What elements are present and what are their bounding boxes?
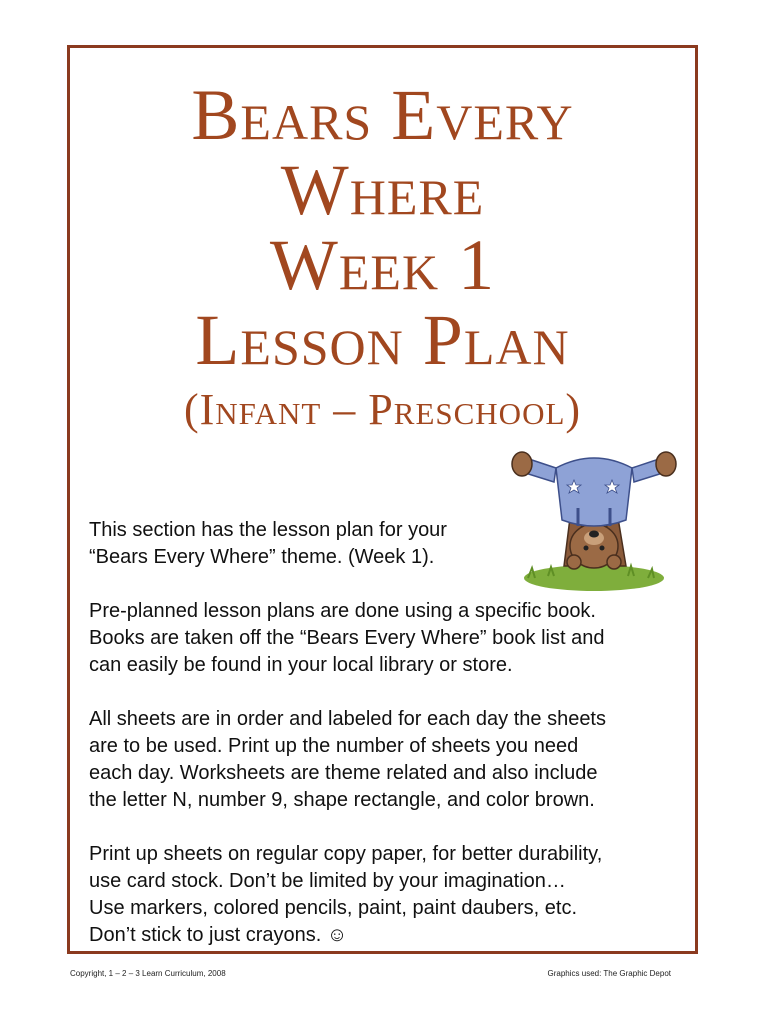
- text-line: Books are taken off the “Bears Every Where” book list and: [89, 627, 605, 649]
- text-line: Pre-planned lesson plans are done using a specific book.: [89, 600, 596, 622]
- bear-handstand-icon: [508, 438, 680, 596]
- text-line: Use markers, colored pencils, paint, paint daubers, etc.: [89, 897, 578, 919]
- intro-paragraph: [89, 517, 447, 571]
- page-title: [70, 75, 695, 440]
- page-subtitle: (Infant – Preschool): [183, 385, 582, 434]
- graphics-credit: Graphics used: The Graphic Depot: [547, 969, 671, 978]
- title-line-4: Lesson Plan: [195, 300, 570, 380]
- text-line: each day. Worksheets are theme related and also include: [89, 762, 598, 784]
- text-line: All sheets are in order and labeled for each day the sheets: [89, 708, 606, 730]
- text-line: Print up sheets on regular copy paper, for better durability,: [89, 843, 603, 865]
- printing-paragraph: [89, 841, 602, 949]
- title-line-1: Bears Every: [191, 75, 574, 155]
- sheets-paragraph: [89, 706, 606, 814]
- copyright-note: Copyright, 1 – 2 – 3 Learn Curriculum, 2008: [70, 969, 226, 978]
- text-line: are to be used. Print up the number of sheets you need: [89, 735, 579, 757]
- title-line-3: Week 1: [269, 225, 496, 305]
- text-line: Don’t stick to just crayons. ☺: [89, 924, 348, 946]
- title-line-2: Where: [280, 150, 485, 230]
- book-paragraph: [89, 598, 604, 679]
- text-line: This section has the lesson plan for your: [89, 519, 447, 541]
- text-line: can easily be found in your local library or store.: [89, 654, 513, 676]
- text-line: “Bears Every Where” theme. (Week 1).: [89, 546, 435, 568]
- text-line: the letter N, number 9, shape rectangle, and color brown.: [89, 789, 595, 811]
- text-line: use card stock. Don’t be limited by your imagination…: [89, 870, 566, 892]
